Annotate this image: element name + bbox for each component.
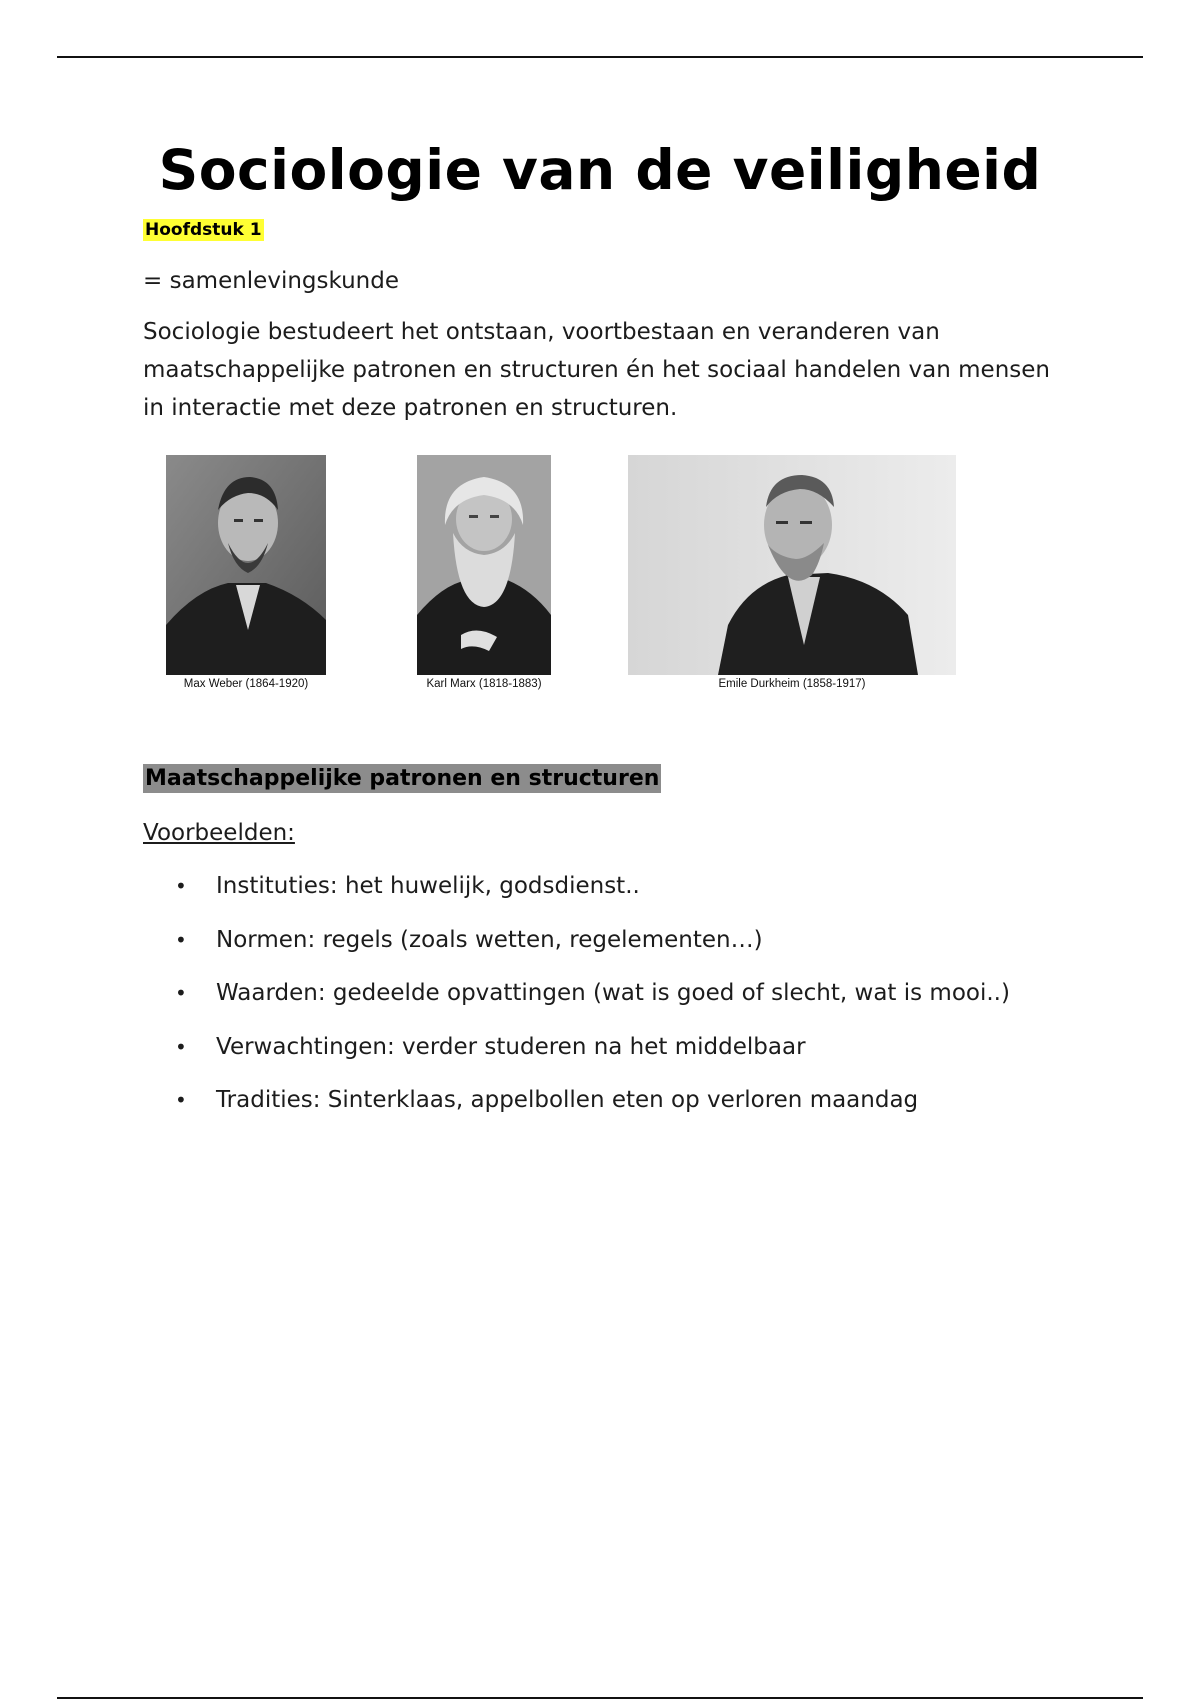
header-rule xyxy=(57,56,1143,58)
examples-list xyxy=(175,866,1010,1134)
chapter-label: Hoofdstuk 1 xyxy=(145,220,262,240)
section-heading: Maatschappelijke patronen en structuren xyxy=(145,766,660,791)
list-item xyxy=(175,1080,1010,1134)
list-item-text: Normen: regels (zoals wetten, regelementen…) xyxy=(216,926,763,953)
list-item xyxy=(175,920,1010,974)
portrait-caption-weber: Max Weber (1864-1920) xyxy=(183,678,309,690)
portrait-weber xyxy=(166,455,326,675)
portrait-caption-durkheim: Emile Durkheim (1858-1917) xyxy=(718,678,866,690)
list-item xyxy=(175,1027,1010,1081)
bullet-icon: • xyxy=(175,1088,187,1112)
bullet-icon: • xyxy=(175,874,187,898)
list-item-text: Verwachtingen: verder studeren na het middelbaar xyxy=(216,1033,806,1060)
footer-rule xyxy=(57,1697,1143,1699)
list-item-text: Tradities: Sinterklaas, appelbollen eten op verloren maandag xyxy=(216,1087,919,1113)
list-item xyxy=(175,973,1010,1027)
portrait-caption-marx: Karl Marx (1818-1883) xyxy=(426,678,542,690)
bullet-icon: • xyxy=(175,927,187,952)
portrait-durkheim xyxy=(628,455,956,675)
list-item-text: Instituties: het huwelijk, godsdienst.. xyxy=(216,873,640,899)
bullet-icon: • xyxy=(175,1034,187,1059)
intro-paragraph: Sociologie bestudeert het ontstaan, voortbestaan en veranderen van maatschappelijke patronen en structuren én het sociaal handelen van mensen in interactie met deze patronen en structuren. xyxy=(143,319,1050,421)
list-item-text: Waarden: gedeelde opvattingen (wat is goed of slecht, wat is mooi..) xyxy=(216,980,1010,1006)
examples-label: Voorbeelden: xyxy=(143,820,295,846)
page-title: Sociologie van de veiligheid xyxy=(158,138,1042,202)
portrait-marx xyxy=(417,455,551,675)
portrait-row xyxy=(160,455,960,695)
definition-text: = samenlevingskunde xyxy=(143,268,400,294)
bullet-icon: • xyxy=(175,981,187,1005)
list-item xyxy=(175,866,1010,920)
